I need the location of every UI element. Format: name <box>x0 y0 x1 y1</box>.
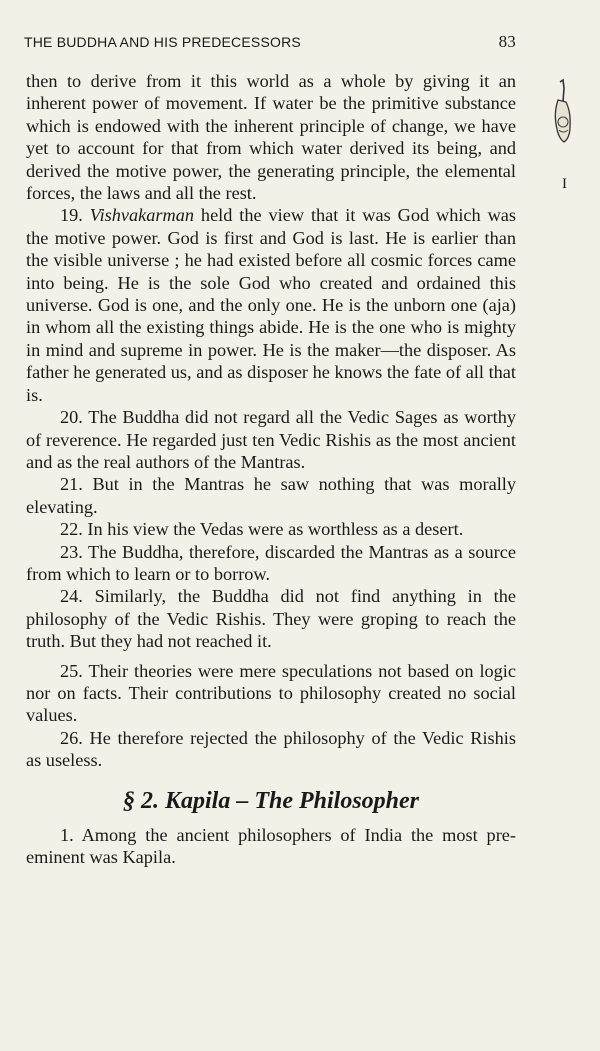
paragraph: 21. But in the Mantras he saw nothing that was morally elevating. <box>26 474 516 517</box>
paragraph: then to derive from it this world as a whole by giving it an inherent power of movement. If water be the primitive substance which is endowed with the inherent principle of change, we have yet to account for that from which water derived its being, and derived the motive power, the generating principle, the elemental forces, the laws and all the rest. <box>26 71 516 204</box>
paragraph: 1. Among the ancient philosophers of India the most pre-eminent was Kapila. <box>26 824 516 867</box>
margin-marker: I <box>562 176 567 192</box>
person-name: Vishvakarman <box>89 205 195 226</box>
paragraph: 24. Similarly, the Buddha did not find anything in the philosophy of the Vedic Rishis. They were groping to reach the truth. But they had not reached it. <box>26 586 516 652</box>
body-text <box>26 70 516 868</box>
paragraph: 25. Their theories were mere speculations not based on logic nor on facts. Their contributions to philosophy created no social values. <box>26 660 516 726</box>
paragraph: 19. Vishvakarman held the view that it was God which was the motive power. God is first and God is last. He is earlier than the visible universe ; he had existed before all cosmic forces came into being. He is the sole God who created and ordained this universe. God is one, and the only one. He is the unborn one (aja) in whom all the existing things abide. He is the one who is mighty in mind and supreme in power. He is the maker—the disposer. As father he generated us, and as disposer he knows the fate of all that is. <box>26 205 516 405</box>
paragraph: 22. In his view the Vedas were as worthless as a desert. <box>60 519 464 540</box>
page-number: 83 <box>498 32 516 51</box>
paragraph: 26. He therefore rejected the philosophy of the Vedic Rishis as useless. <box>26 727 516 771</box>
paragraph: 23. The Buddha, therefore, discarded the Mantras as a source from which to learn or to borrow. <box>26 541 516 584</box>
running-head <box>24 32 516 52</box>
raised-hand-figure-icon <box>548 78 576 150</box>
running-title: THE BUDDHA AND HIS PREDECESSORS <box>24 34 301 50</box>
paragraph: 20. The Buddha did not regard all the Vedic Sages as worthy of reverence. He regarded just ten Vedic Rishis as the most ancient and as the real authors of the Mantras. <box>26 407 516 472</box>
section-heading: § 2. Kapila – The Philosopher <box>122 787 420 814</box>
